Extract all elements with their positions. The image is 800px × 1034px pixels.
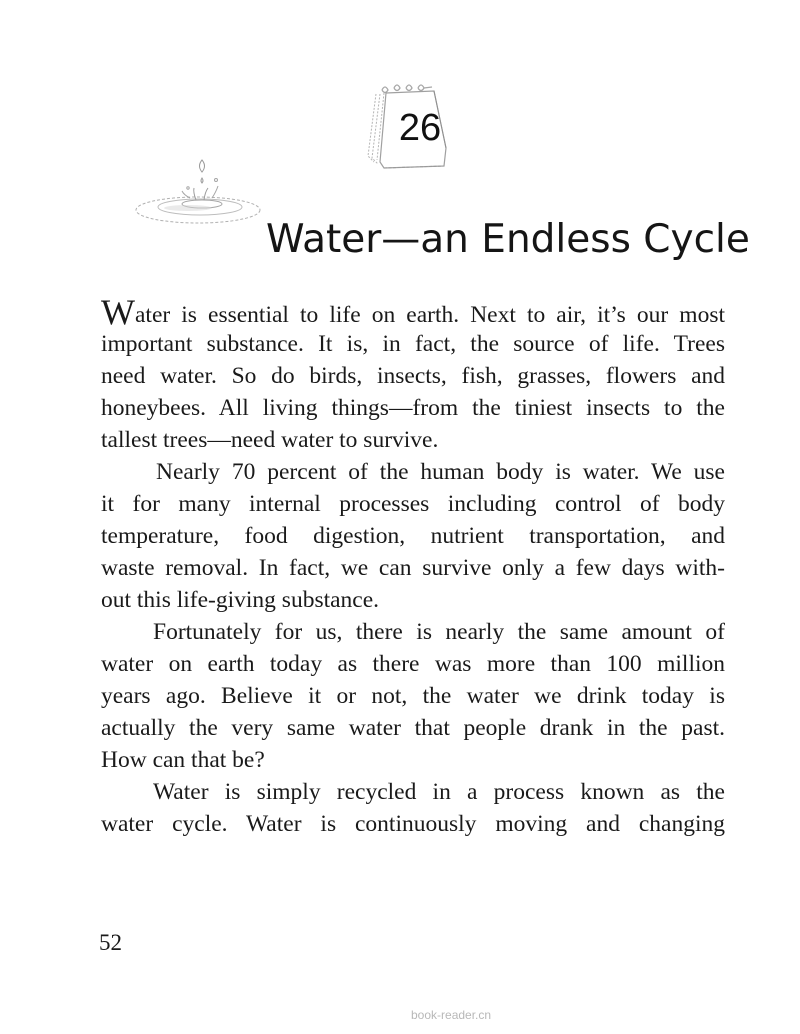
text-line: Water is simply recycled in a process known as the [153,779,725,805]
text-line: water on earth today as there was more than 100 million [101,651,725,677]
paragraph-4 [101,776,725,840]
text-line: waste removal. In fact, we can survive only a few days with- [101,555,725,581]
text-line: water cycle. Water is continuously moving and changing [101,811,725,837]
paragraph-1 [101,292,725,456]
text-line: tallest trees—need water to survive. [101,427,439,453]
chapter-number: 26 [398,107,442,149]
paragraph-2 [101,456,725,616]
text-line: Nearly 70 percent of the human body is water. We use [156,459,725,485]
text-line: Water is essential to life on earth. Next to air, it’s our most [101,292,725,332]
text-line: honeybees. All living things—from the tiniest insects to the [101,395,725,421]
text-line: important substance. It is, in fact, the source of life. Trees [101,331,725,357]
body-text [101,292,725,840]
watermark: book-reader.cn [411,1008,492,1022]
chapter-badge [362,78,462,178]
drop-letter: W [101,292,135,332]
text-line: out this life-giving substance. [101,587,380,613]
text-line: temperature, food digestion, nutrient transportation, and [101,523,725,549]
text-line: years ago. Believe it or not, the water we drink today is [101,683,725,709]
text-line: How can that be? [101,747,265,773]
water-splash-icon [128,152,268,232]
text-line: Fortunately for us, there is nearly the same amount of [153,619,725,645]
water-splash-decoration [128,152,268,232]
text-line: need water. So do birds, insects, fish, grasses, flowers and [101,363,725,389]
chapter-title: Water—an Endless Cycle [266,217,750,263]
paragraph-3 [101,616,725,776]
page-number: 52 [99,930,122,955]
text-line: actually the very same water that people drank in the past. [101,715,725,741]
text-line: it for many internal processes including control of body [101,491,725,517]
